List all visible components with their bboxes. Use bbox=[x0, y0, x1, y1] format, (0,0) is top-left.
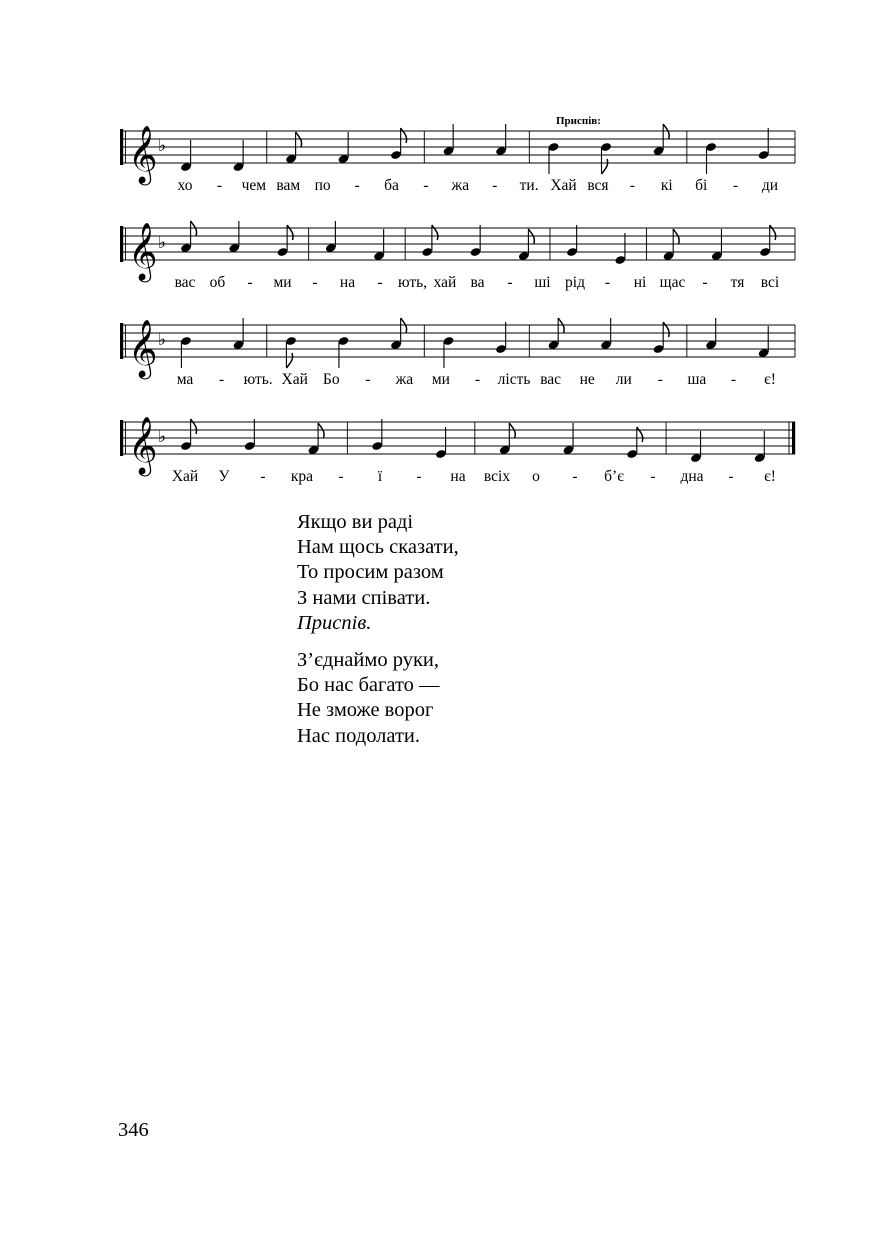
lyric-syllable: не bbox=[579, 371, 595, 388]
lyric-syllable: хо bbox=[177, 177, 193, 194]
lyric-syllable: - bbox=[730, 371, 737, 388]
lyric-syllable: - bbox=[650, 468, 656, 485]
lyric-syllable: всіх bbox=[483, 468, 511, 485]
lyric-syllable: кі bbox=[660, 177, 673, 194]
lyric-syllable: - bbox=[260, 468, 266, 485]
staff-system bbox=[120, 221, 795, 291]
lyric-syllable: ють, bbox=[397, 274, 428, 291]
verse-stanza-1 bbox=[297, 510, 717, 636]
note-flag bbox=[558, 318, 564, 333]
lyric-syllable: ша bbox=[687, 371, 707, 388]
lyric-syllable: вас bbox=[540, 371, 562, 388]
lyric-syllable: ми bbox=[273, 274, 292, 291]
final-barline-thick bbox=[792, 422, 795, 454]
verse-stanza-2 bbox=[297, 648, 717, 749]
flat-sign-icon: ♭ bbox=[158, 136, 167, 156]
note-flag bbox=[663, 124, 669, 139]
lyric-syllable: вся bbox=[587, 177, 609, 194]
note-flag bbox=[287, 225, 293, 240]
lyric-syllable: жа bbox=[395, 371, 414, 388]
verse-line: Нас подолати. bbox=[297, 724, 421, 747]
lyric-syllable: ї bbox=[377, 468, 383, 485]
system-bracket bbox=[120, 420, 123, 456]
verse-line: Не зможе ворог bbox=[297, 699, 434, 722]
lyric-syllable: - bbox=[416, 468, 422, 485]
treble-clef-icon: 𝄞 bbox=[128, 222, 158, 280]
music-score bbox=[0, 0, 875, 500]
lyric-syllable: - bbox=[218, 371, 225, 388]
lyric-syllable: тя bbox=[730, 274, 745, 291]
lyric-syllable: У bbox=[218, 468, 230, 485]
lyric-syllable: - bbox=[365, 371, 371, 388]
lyric-syllable: об bbox=[209, 274, 226, 291]
note-flag bbox=[318, 423, 324, 438]
lyric-syllable: ва bbox=[470, 274, 485, 291]
lyric-syllable: чем bbox=[241, 177, 267, 194]
lyric-syllable: - bbox=[733, 177, 739, 194]
lyric-syllable: є! bbox=[764, 468, 776, 485]
lyric-syllable: - bbox=[474, 371, 481, 388]
flat-sign-icon: ♭ bbox=[158, 233, 167, 253]
lyric-syllable: рід bbox=[565, 274, 585, 291]
lyric-syllable: - bbox=[604, 274, 611, 291]
verse-line: То просим разом bbox=[297, 561, 444, 584]
lyric-syllable: ди bbox=[761, 177, 779, 194]
lyric-syllable: - bbox=[377, 274, 383, 291]
lyric-syllable: б’є bbox=[604, 468, 624, 485]
lyric-syllable: ба bbox=[384, 177, 399, 194]
lyric-syllable: Хай bbox=[281, 371, 308, 388]
note-flag bbox=[601, 159, 607, 174]
note-flag bbox=[673, 229, 679, 244]
lyric-syllable: ні bbox=[633, 274, 647, 291]
lyric-syllable: ма bbox=[176, 371, 194, 388]
treble-clef-icon: 𝄞 bbox=[128, 416, 158, 474]
lyric-syllable: кра bbox=[290, 468, 314, 485]
note-flag bbox=[401, 318, 407, 333]
lyric-syllable: по bbox=[314, 177, 331, 194]
lyric-syllable: - bbox=[338, 468, 344, 485]
lyric-syllable: - bbox=[247, 274, 253, 291]
staff-system bbox=[120, 124, 795, 194]
note-flag bbox=[637, 427, 643, 442]
lyric-syllable: лість bbox=[497, 371, 531, 388]
note-flag bbox=[528, 229, 534, 244]
flat-sign-icon: ♭ bbox=[158, 427, 167, 447]
note-flag bbox=[191, 221, 197, 236]
lyric-syllable: - bbox=[507, 274, 513, 291]
verse-line: Якщо ви раді bbox=[297, 511, 414, 533]
lyric-syllable: щас bbox=[659, 274, 686, 291]
lyric-syllable: бі bbox=[695, 177, 708, 194]
lyric-syllable: Хай bbox=[550, 177, 577, 194]
lyric-syllable: - bbox=[702, 274, 708, 291]
lyric-syllable: - bbox=[629, 177, 635, 194]
lyric-syllable: на bbox=[450, 468, 466, 485]
system-bracket bbox=[120, 129, 123, 165]
lyric-syllable: ми bbox=[431, 371, 450, 388]
lyric-syllable: Хай bbox=[171, 468, 199, 485]
lyric-syllable: ти. bbox=[519, 177, 539, 194]
lyric-syllable: - bbox=[354, 177, 360, 194]
lyric-syllable: о bbox=[532, 468, 540, 485]
system-bracket bbox=[120, 226, 123, 262]
note-flag bbox=[401, 128, 407, 143]
refrain-reference: Приспів. bbox=[297, 611, 372, 634]
treble-clef-icon: 𝄞 bbox=[128, 125, 158, 183]
staff-system bbox=[120, 318, 795, 388]
treble-clef-icon: 𝄞 bbox=[128, 319, 158, 377]
lyric-syllable: вам bbox=[276, 177, 301, 194]
staff-system bbox=[120, 416, 795, 485]
lyric-syllable: ють. bbox=[243, 371, 273, 388]
note-flag bbox=[432, 225, 438, 240]
note-flag bbox=[663, 322, 669, 337]
lyric-syllable: на bbox=[339, 274, 356, 291]
lyric-syllable: дна bbox=[680, 468, 704, 485]
lyric-syllable: Бо bbox=[322, 371, 340, 388]
flat-sign-icon: ♭ bbox=[158, 330, 167, 350]
verse-line: З нами співати. bbox=[297, 586, 431, 609]
note-flag bbox=[770, 225, 776, 240]
lyric-syllable: - bbox=[572, 468, 578, 485]
lyric-syllable: всі bbox=[760, 274, 780, 291]
page-number: 346 bbox=[118, 1119, 149, 1141]
staff-systems bbox=[120, 124, 795, 485]
lyric-syllable: - bbox=[728, 468, 734, 485]
lyric-syllable: - bbox=[492, 177, 498, 194]
lyric-syllable: ші bbox=[534, 274, 551, 291]
lyric-syllable: - bbox=[216, 177, 222, 194]
lyric-syllable: - bbox=[423, 177, 429, 194]
note-flag bbox=[286, 353, 292, 368]
lyric-syllable: хай bbox=[433, 274, 457, 291]
verse-line: Бо нас багато — bbox=[297, 674, 440, 697]
note-flag bbox=[509, 423, 515, 438]
verse-line: З’єднаймо руки, bbox=[297, 649, 439, 671]
lyric-syllable: - bbox=[657, 371, 663, 388]
note-flag bbox=[191, 419, 197, 434]
verse-line: Нам щось сказати, bbox=[297, 536, 459, 559]
lyric-syllable: жа bbox=[451, 177, 470, 194]
lyric-syllable: ли bbox=[615, 371, 632, 388]
refrain-marker: Приспів: bbox=[556, 115, 601, 127]
note-flag bbox=[296, 132, 302, 147]
lyric-syllable: - bbox=[312, 274, 318, 291]
lyric-syllable: є! bbox=[764, 371, 776, 388]
system-bracket bbox=[120, 323, 123, 359]
lyric-syllable: вас bbox=[174, 274, 196, 291]
